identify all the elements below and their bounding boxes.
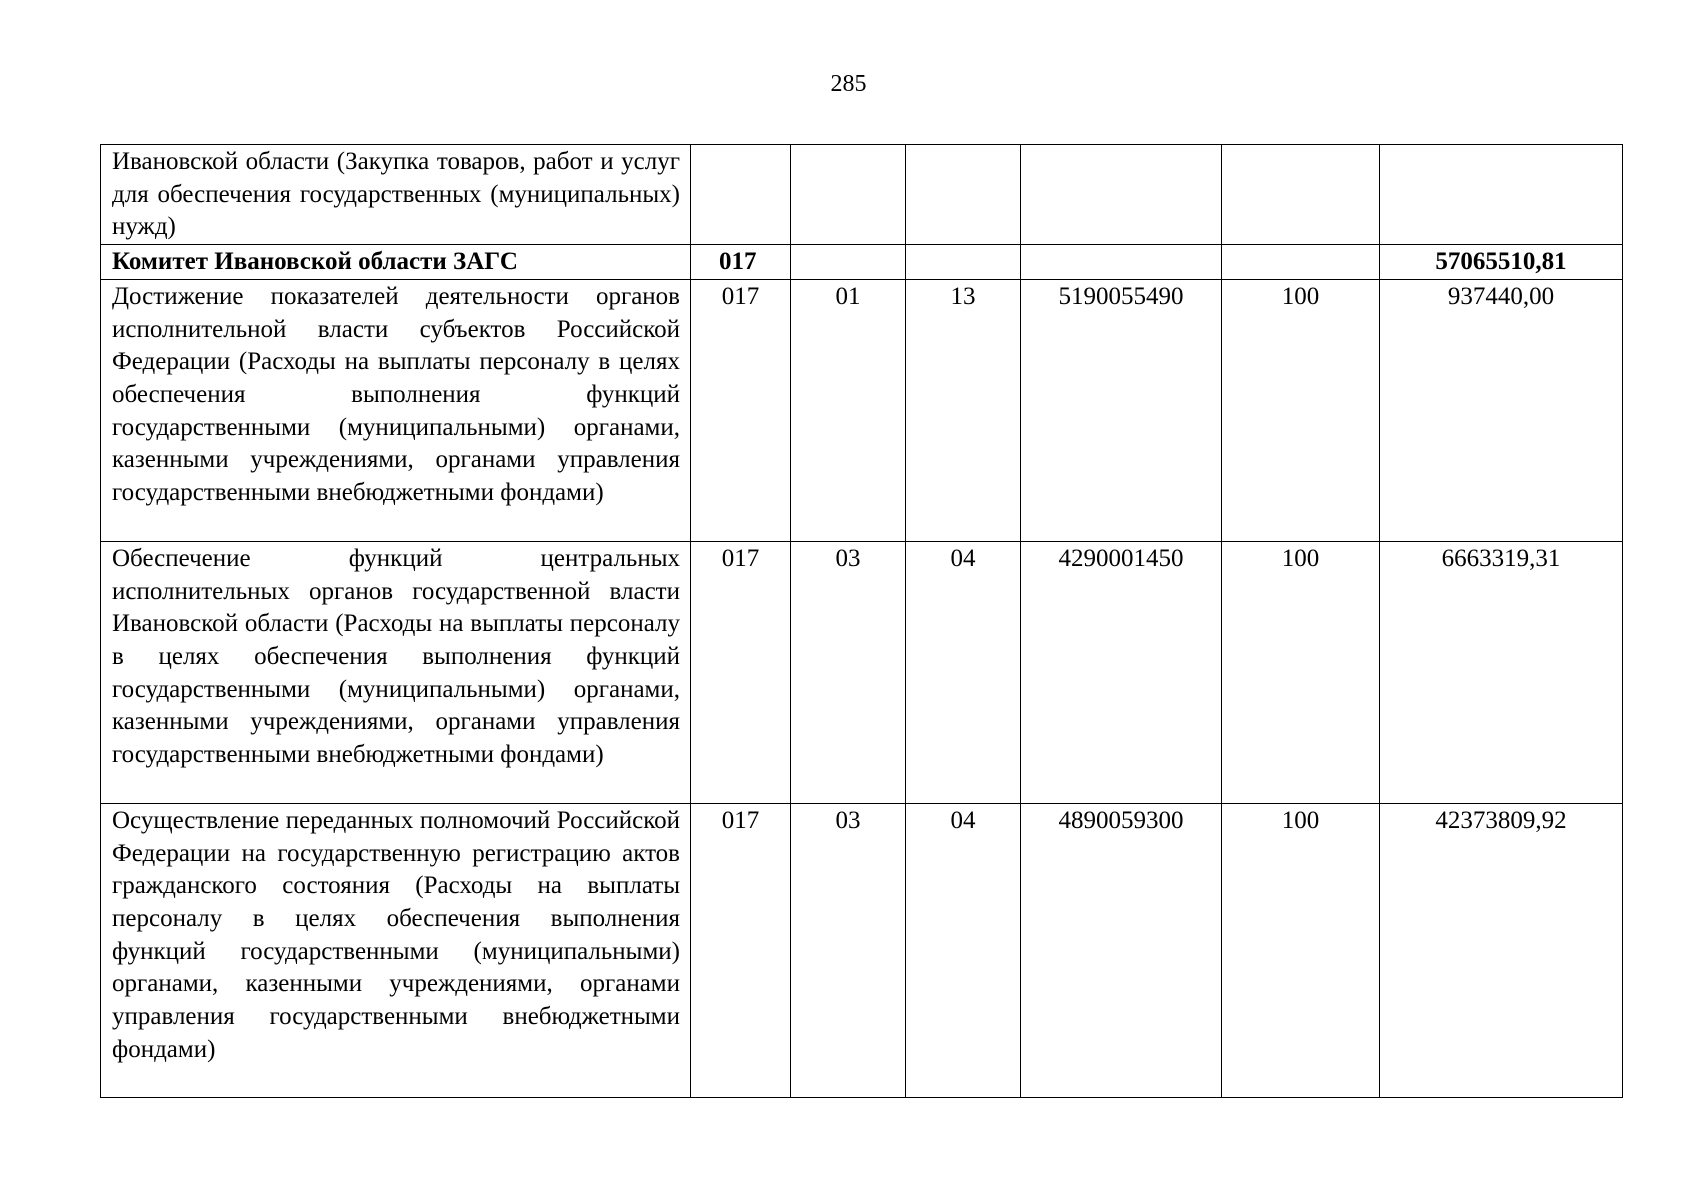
amount: [1380, 145, 1623, 245]
amount: 42373809,92: [1380, 803, 1623, 1097]
expense-type-code: 100: [1222, 803, 1380, 1097]
table-row-committee: [101, 245, 1623, 280]
row-description: Достижение показателей деятельности органов исполнительной власти субъектов Российской Федерации (Расходы на выплаты персоналу в целях обеспечения выполнения функций государственными (муниципальными) органами, казенными учреждениями, органами управления государственными внебюджетными фондами): [101, 279, 691, 541]
amount: 6663319,31: [1380, 541, 1623, 803]
subsection-code: 13: [906, 279, 1021, 541]
ministry-code: 017: [691, 803, 791, 1097]
row-description: Обеспечение функций центральных исполнительных органов государственной власти Ивановской области (Расходы на выплаты персоналу в целях обеспечения выполнения функций государственными (муниципальными) органами, казенными учреждениями, органами управления государственными внебюджетными фондами): [101, 541, 691, 803]
table-row: [101, 803, 1623, 1097]
ministry-code: 017: [691, 541, 791, 803]
section-code: [791, 245, 906, 280]
subsection-code: 04: [906, 803, 1021, 1097]
budget-table: [100, 144, 1623, 1098]
target-article-code: 4890059300: [1021, 803, 1222, 1097]
ministry-code: 017: [691, 279, 791, 541]
subsection-code: 04: [906, 541, 1021, 803]
target-article-code: 5190055490: [1021, 279, 1222, 541]
section-code: 01: [791, 279, 906, 541]
amount: 57065510,81: [1380, 245, 1623, 280]
target-article-code: [1021, 245, 1222, 280]
row-description: Комитет Ивановской области ЗАГС: [101, 245, 691, 280]
expense-type-code: [1222, 145, 1380, 245]
section-code: 03: [791, 541, 906, 803]
subsection-code: [906, 145, 1021, 245]
table-row: [101, 541, 1623, 803]
amount: 937440,00: [1380, 279, 1623, 541]
table-row: [101, 145, 1623, 245]
row-description: Ивановской области (Закупка товаров, работ и услуг для обеспечения государственных (муниципальных) нужд): [101, 145, 691, 245]
page-number: 285: [830, 71, 867, 97]
target-article-code: 4290001450: [1021, 541, 1222, 803]
row-description: Осуществление переданных полномочий Российской Федерации на государственную регистрацию актов гражданского состояния (Расходы на выплаты персоналу в целях обеспечения выполнения функций государственными (муниципальными) органами, казенными учреждениями, органами управления государственными внебюджетными фондами): [101, 803, 691, 1097]
table-row: [101, 279, 1623, 541]
target-article-code: [1021, 145, 1222, 245]
subsection-code: [906, 245, 1021, 280]
ministry-code: 017: [691, 245, 791, 280]
expense-type-code: 100: [1222, 541, 1380, 803]
section-code: 03: [791, 803, 906, 1097]
section-code: [791, 145, 906, 245]
expense-type-code: [1222, 245, 1380, 280]
ministry-code: [691, 145, 791, 245]
expense-type-code: 100: [1222, 279, 1380, 541]
